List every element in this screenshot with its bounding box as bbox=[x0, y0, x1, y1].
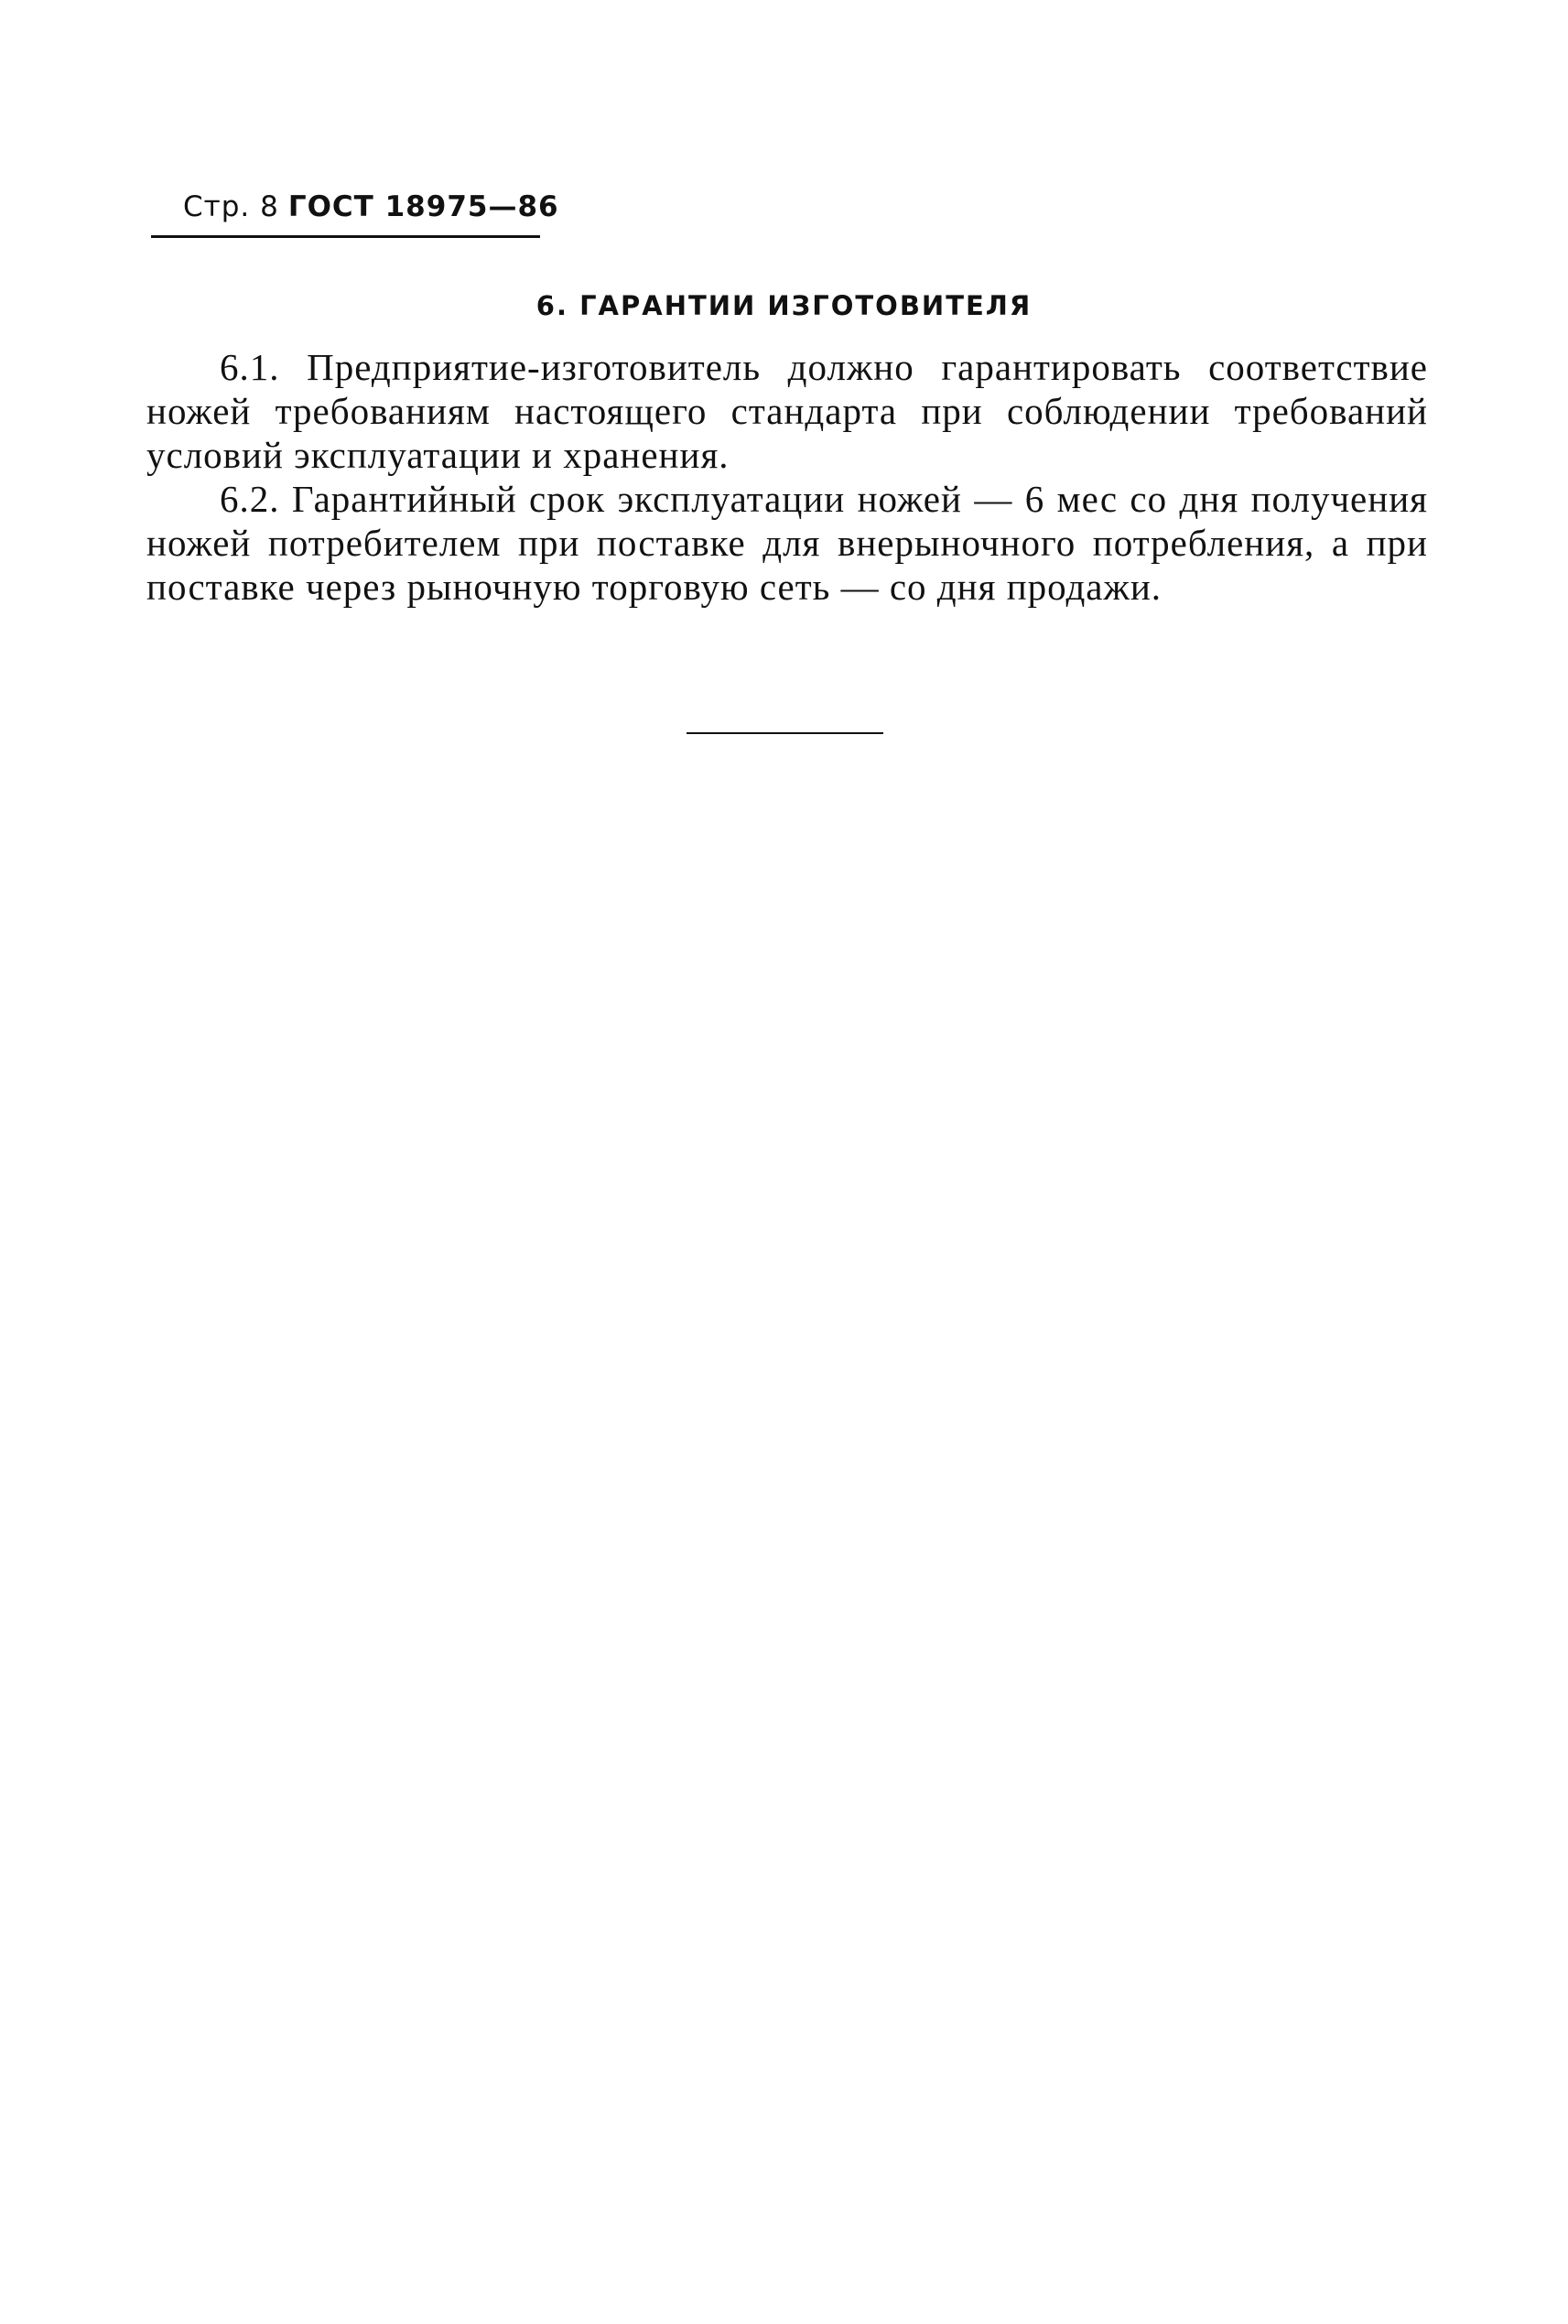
section-heading: 6. ГАРАНТИИ ИЗГОТОВИТЕЛЯ bbox=[535, 290, 1033, 321]
end-of-text-rule bbox=[687, 732, 883, 734]
running-header bbox=[183, 190, 559, 223]
header-underline bbox=[151, 235, 540, 238]
paragraph-text: 6.1. Предприятие-изготовитель должно гарантировать соответствие ножей требованиям настоящего стандарта при соблюдении требований условий эксплуатации и хранения. bbox=[146, 346, 1428, 476]
page-number-label: Стр. 8 bbox=[183, 190, 279, 223]
paragraph-6-2 bbox=[146, 477, 1428, 609]
paragraph-6-1 bbox=[146, 345, 1428, 477]
standard-designation: ГОСТ 18975—86 bbox=[287, 190, 559, 223]
paragraph-text: 6.2. Гарантийный срок эксплуатации ножей — 6 мес со дня получения ножей потребителем при поставке для внерыночного потребления, а при поставке через рыночную торговую сеть — со дня продажи. bbox=[146, 478, 1428, 608]
